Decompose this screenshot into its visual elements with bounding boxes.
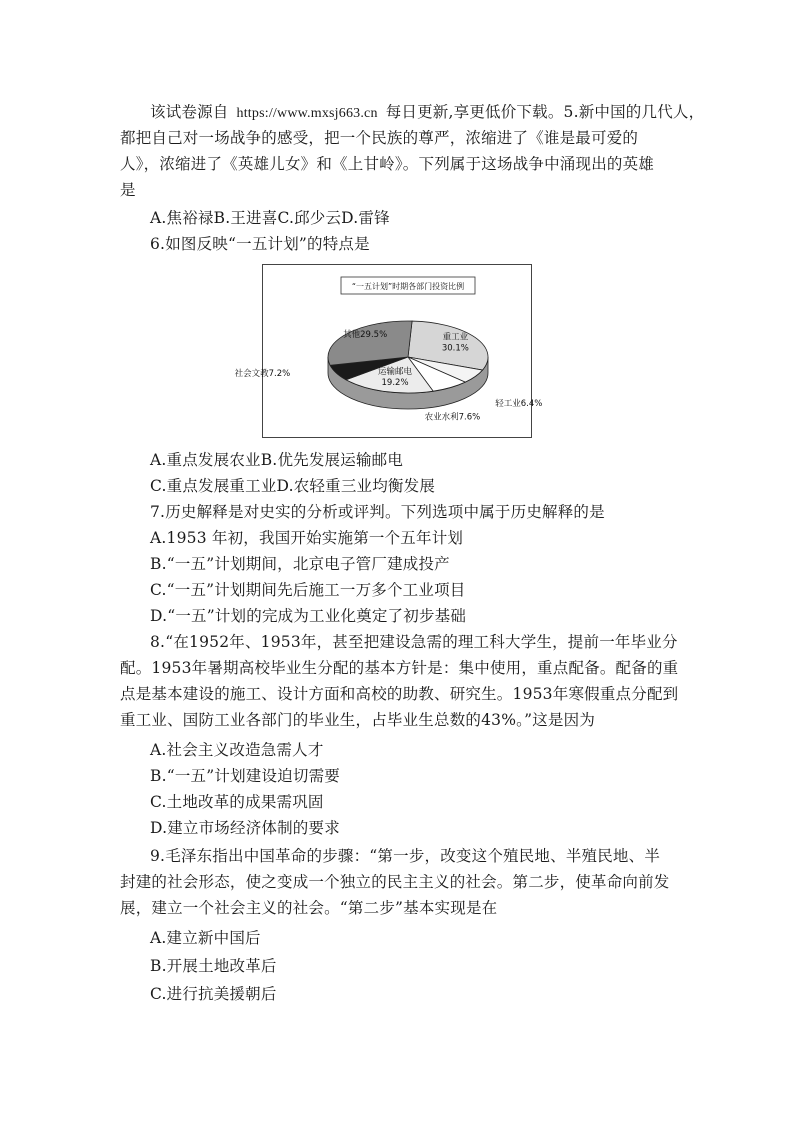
q8-stem-2: 配。1953年暑期高校毕业生分配的基本方针是：集中使用，重点配备。配备的重 bbox=[120, 659, 679, 677]
pie-label-重工业: 重工业 bbox=[442, 332, 469, 343]
q8-stem-3: 点是基本建设的施工、设计方面和高校的助教、研究生。1953年寒假重点分配到 bbox=[120, 685, 679, 703]
q9-stem-1: 9.毛泽东指出中国革命的步骤：“第一步，改变这个殖民地、半殖民地、半 bbox=[150, 847, 661, 865]
pie-value-轻工业: 轻工业6.4% bbox=[495, 399, 543, 410]
q8-stem-1: 8.“在1952年、1953年，甚至把建设急需的理工科大学生，提前一年毕业分 bbox=[150, 633, 678, 651]
q7-option-b: B.“一五”计划期间，北京电子管厂建成投产 bbox=[150, 555, 450, 573]
q8-option-a: A.社会主义改造急需人才 bbox=[150, 741, 324, 759]
investment-pie-chart bbox=[234, 264, 543, 438]
pie-value-运输邮电: 19.2% bbox=[381, 378, 409, 389]
q6-option-cd: C.重点发展重工业D.农轻重三业均衡发展 bbox=[150, 477, 436, 495]
q7-option-a: A.1953 年初，我国开始实施第一个五年计划 bbox=[150, 529, 464, 547]
header-line bbox=[150, 99, 710, 127]
q6-option-ab: A.重点发展农业B.优先发展运输邮电 bbox=[150, 451, 404, 469]
pie-value-社会文教: 社会文教7.2% bbox=[234, 369, 291, 380]
q7-option-c: C.“一五”计划期间先后施工一万多个工业项目 bbox=[150, 581, 466, 599]
chart-title: “一五计划”时期各部门投资比例 bbox=[351, 282, 465, 291]
q8-option-d: D.建立市场经济体制的要求 bbox=[150, 819, 340, 837]
q5-stem-2: 都把自己对一场战争的感受，把一个民族的尊严，浓缩进了《谁是最可爱的 bbox=[120, 129, 639, 147]
q5-stem-4: 是 bbox=[120, 181, 136, 199]
q8-option-c: C.土地改革的成果需巩固 bbox=[150, 793, 324, 811]
q7-option-d: D.“一五”计划的完成为工业化奠定了初步基础 bbox=[150, 607, 467, 625]
pie-value-农业水利: 农业水利7.6% bbox=[424, 412, 481, 423]
q9-stem-2: 封建的社会形态，使之变成一个独立的民主主义的社会。第二步，使革命向前发 bbox=[120, 873, 670, 891]
q8-stem-4: 重工业、国防工业各部门的毕业生，占毕业生总数的43%。”这是因为 bbox=[120, 711, 596, 729]
q9-option-c: C.进行抗美援朝后 bbox=[150, 985, 277, 1003]
q5-options: A.焦裕禄B.王进喜C.邱少云D.雷锋 bbox=[150, 209, 390, 227]
q9-option-b: B.开展土地改革后 bbox=[150, 957, 277, 975]
download-note: 每日更新,享更低价下载。 bbox=[385, 103, 564, 121]
pie-label-运输邮电: 运输邮电 bbox=[378, 367, 413, 378]
q9-option-a: A.建立新中国后 bbox=[150, 929, 261, 947]
pie-value-重工业: 30.1% bbox=[441, 343, 469, 354]
q5-stem-1: 5.新中国的几代人， bbox=[563, 103, 705, 121]
q5-stem-3: 人》，浓缩进了《英雄儿女》和《上甘岭》。下列属于这场战争中涌现出的英雄 bbox=[120, 155, 655, 173]
q7-stem: 7.历史解释是对史实的分析或评判。下列选项中属于历史解释的是 bbox=[150, 503, 605, 521]
q8-option-b: B.“一五”计划建设迫切需要 bbox=[150, 767, 340, 785]
pie-value-其他: 其他29.5% bbox=[343, 330, 388, 341]
source-url-link[interactable]: https://www.mxsj663.cn bbox=[236, 106, 378, 121]
pie-chart-svg bbox=[234, 265, 543, 437]
q9-stem-3: 展，建立一个社会主义的社会。“第二步”基本实现是在 bbox=[120, 899, 498, 917]
q6-stem: 6.如图反映“一五计划”的特点是 bbox=[150, 235, 370, 253]
source-text: 该试卷源自 bbox=[150, 103, 229, 121]
